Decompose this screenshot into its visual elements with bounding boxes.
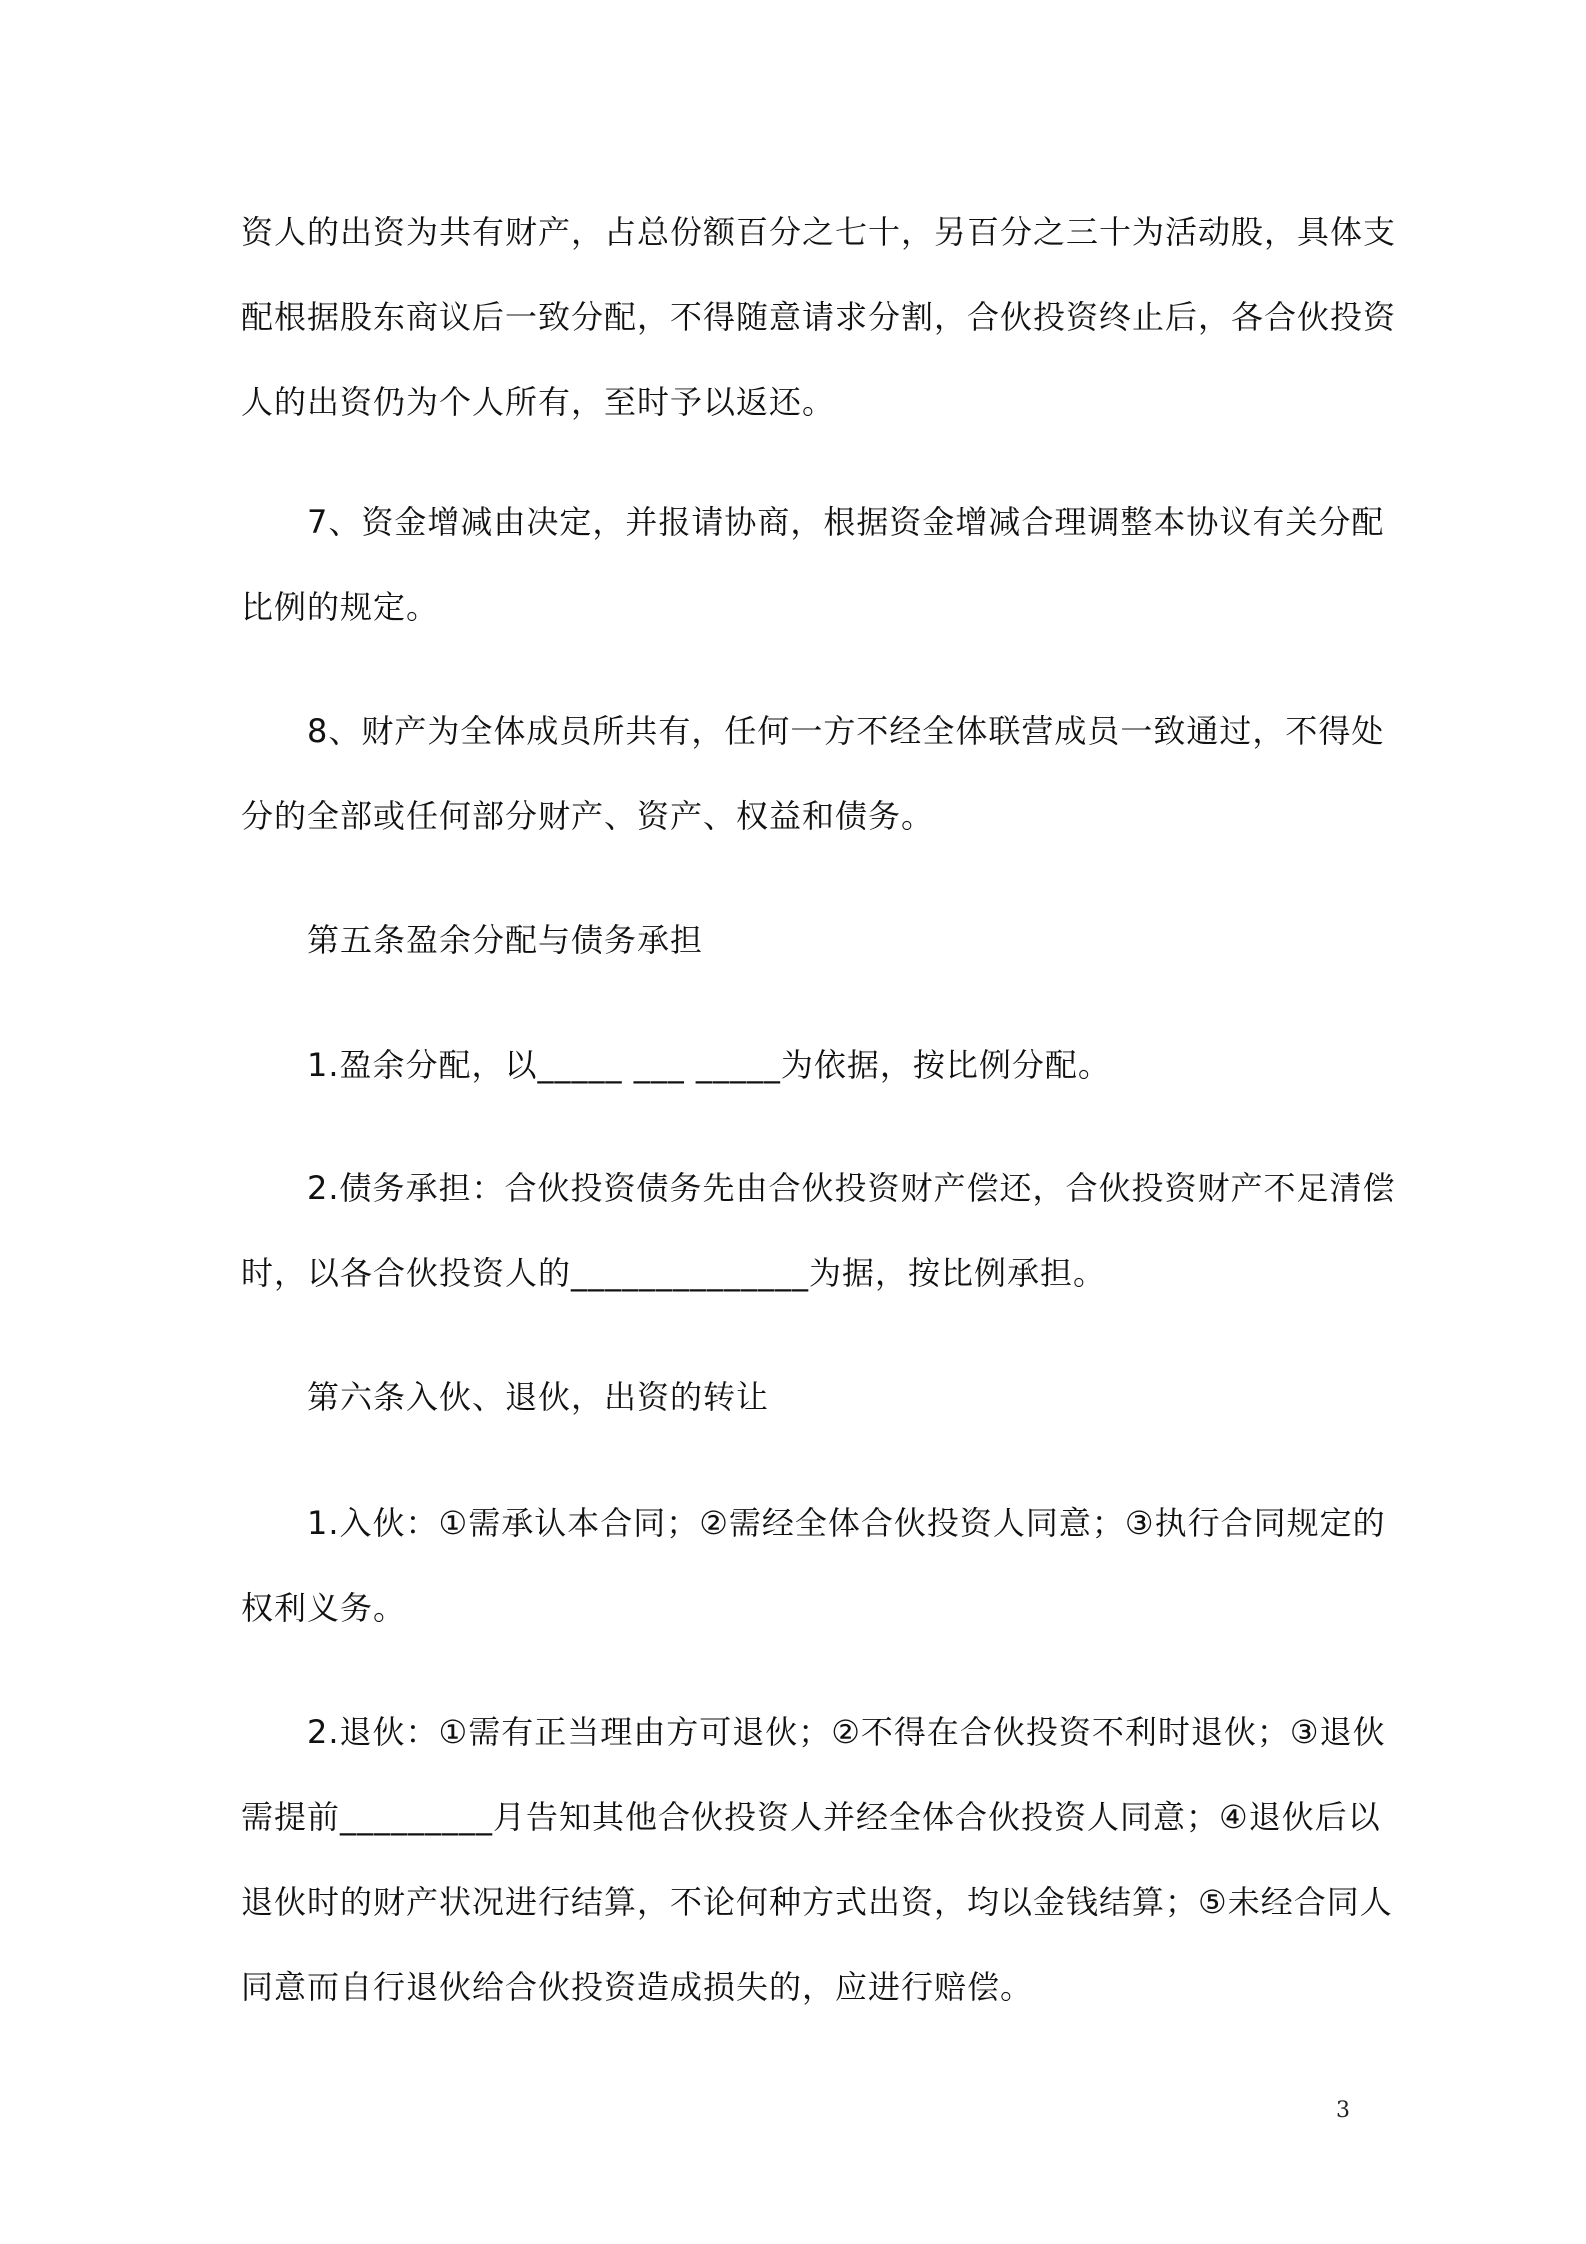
section-heading-article-6: 第六条入伙、退伙，出资的转让 [307,1378,770,1416]
paragraph-line: 时，以各合伙投资人的______________为据，按比例承担。 [241,1254,1107,1292]
paragraph-line: 分的全部或任何部分财产、资产、权益和债务。 [241,797,935,835]
clause-8-line: 8、财产为全体成员所共有，任何一方不经全体联营成员一致通过，不得处 [307,712,1385,750]
paragraph-line: 退伙时的财产状况进行结算，不论何种方式出资，均以金钱结算；⑤未经合同人 [241,1883,1393,1921]
paragraph-line: 配根据股东商议后一致分配，不得随意请求分割，合伙投资终止后，各合伙投资 [241,298,1397,336]
paragraph-line: 比例的规定。 [241,588,440,626]
paragraph-line: 资人的出资为共有财产，占总份额百分之七十，另百分之三十为活动股，具体支 [241,213,1397,251]
paragraph-line: 同意而自行退伙给合伙投资造成损失的，应进行赔偿。 [241,1968,1034,2006]
article-6-item-2: 2.退伙：①需有正当理由方可退伙；②不得在合伙投资不利时退伙；③退伙 [307,1713,1386,1751]
article-5-item-2: 2.债务承担：合伙投资债务先由合伙投资财产偿还，合伙投资财产不足清偿 [307,1169,1396,1207]
clause-7-line: 7、资金增减由决定，并报请协商，根据资金增减合理调整本协议有关分配 [307,503,1385,541]
article-6-item-1: 1.入伙：①需承认本合同；②需经全体合伙投资人同意；③执行合同规定的 [307,1504,1386,1542]
section-heading-article-5: 第五条盈余分配与债务承担 [307,921,704,959]
article-5-item-1: 1.盈余分配，以_____ ___ _____为依据，按比例分配。 [307,1046,1111,1084]
paragraph-line: 人的出资仍为个人所有，至时予以返还。 [241,383,836,421]
page-number: 3 [1336,2098,1350,2123]
paragraph-line: 权利义务。 [241,1589,407,1627]
paragraph-line: 需提前_________月告知其他合伙投资人并经全体合伙投资人同意；④退伙后以 [241,1798,1381,1836]
